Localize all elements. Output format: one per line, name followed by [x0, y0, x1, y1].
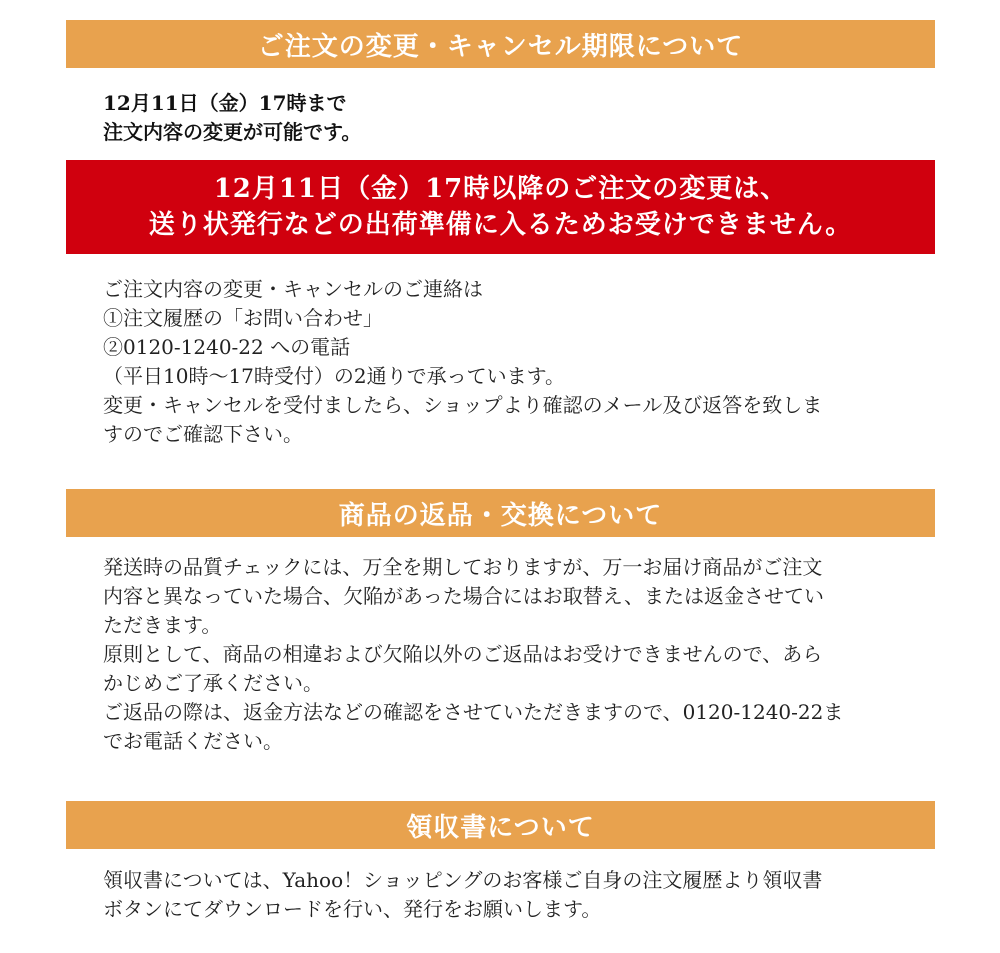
receipt-info-text: [103, 866, 903, 924]
body-line: ご返品の際は、返金方法などの確認をさせていただきますので、0120-1240-22ま: [103, 700, 844, 724]
body-line: かじめご了承ください。: [103, 671, 323, 695]
deadline-line: 12月11日（金）17時まで: [103, 91, 347, 115]
order-change-cancel-heading-text: ご注文の変更・キャンセル期限について: [257, 31, 744, 62]
body-line: 領収書については、Yahoo！ショッピングのお客様ご自身の注文履歴より領収書: [103, 868, 823, 892]
receipt-heading-text: 領収書について: [406, 812, 595, 843]
body-line: すのでご確認下さい。: [103, 422, 303, 446]
receipt-heading: [66, 801, 935, 849]
body-line: 発送時の品質チェックには、万全を期しておりますが、万一お届け商品がご注文: [103, 555, 823, 579]
body-line: 内容と異なっていた場合、欠陥があった場合にはお取替え、または返金させてい: [103, 584, 824, 608]
notice-line: 12月11日（金）17時以降のご注文の変更は、: [213, 174, 788, 204]
body-line: （平日10時〜17時受付）の2通りで承っています。: [103, 364, 566, 388]
body-line: ②0120-1240-22 への電話: [103, 335, 351, 359]
body-line: ご注文内容の変更・キャンセルのご連絡は: [103, 277, 483, 301]
body-line: ①注文履歴の「お問い合わせ」: [103, 306, 383, 330]
body-line: 変更・キャンセルを受付ましたら、ショップより確認のメール及び返答を致しま: [103, 393, 823, 417]
deadline-line: 注文内容の変更が可能です。: [103, 120, 362, 144]
body-line: でお電話ください。: [103, 729, 283, 753]
returns-exchange-heading-text: 商品の返品・交換について: [338, 500, 663, 531]
change-deadline-text: [103, 89, 903, 147]
returns-policy-text: [103, 553, 903, 756]
body-line: ただきます。: [103, 613, 222, 637]
change-notice-banner: [66, 160, 935, 254]
notice-line: 送り状発行などの出荷準備に入るためお受けできません。: [148, 210, 853, 240]
body-line: 原則として、商品の相違および欠陥以外のご返品はお受けできませんので、あら: [103, 642, 823, 666]
returns-exchange-heading: [66, 489, 935, 537]
order-change-cancel-heading: [66, 20, 935, 68]
body-line: ボタンにてダウンロードを行い、発行をお願いします。: [103, 897, 602, 921]
contact-method-text: [103, 275, 903, 449]
